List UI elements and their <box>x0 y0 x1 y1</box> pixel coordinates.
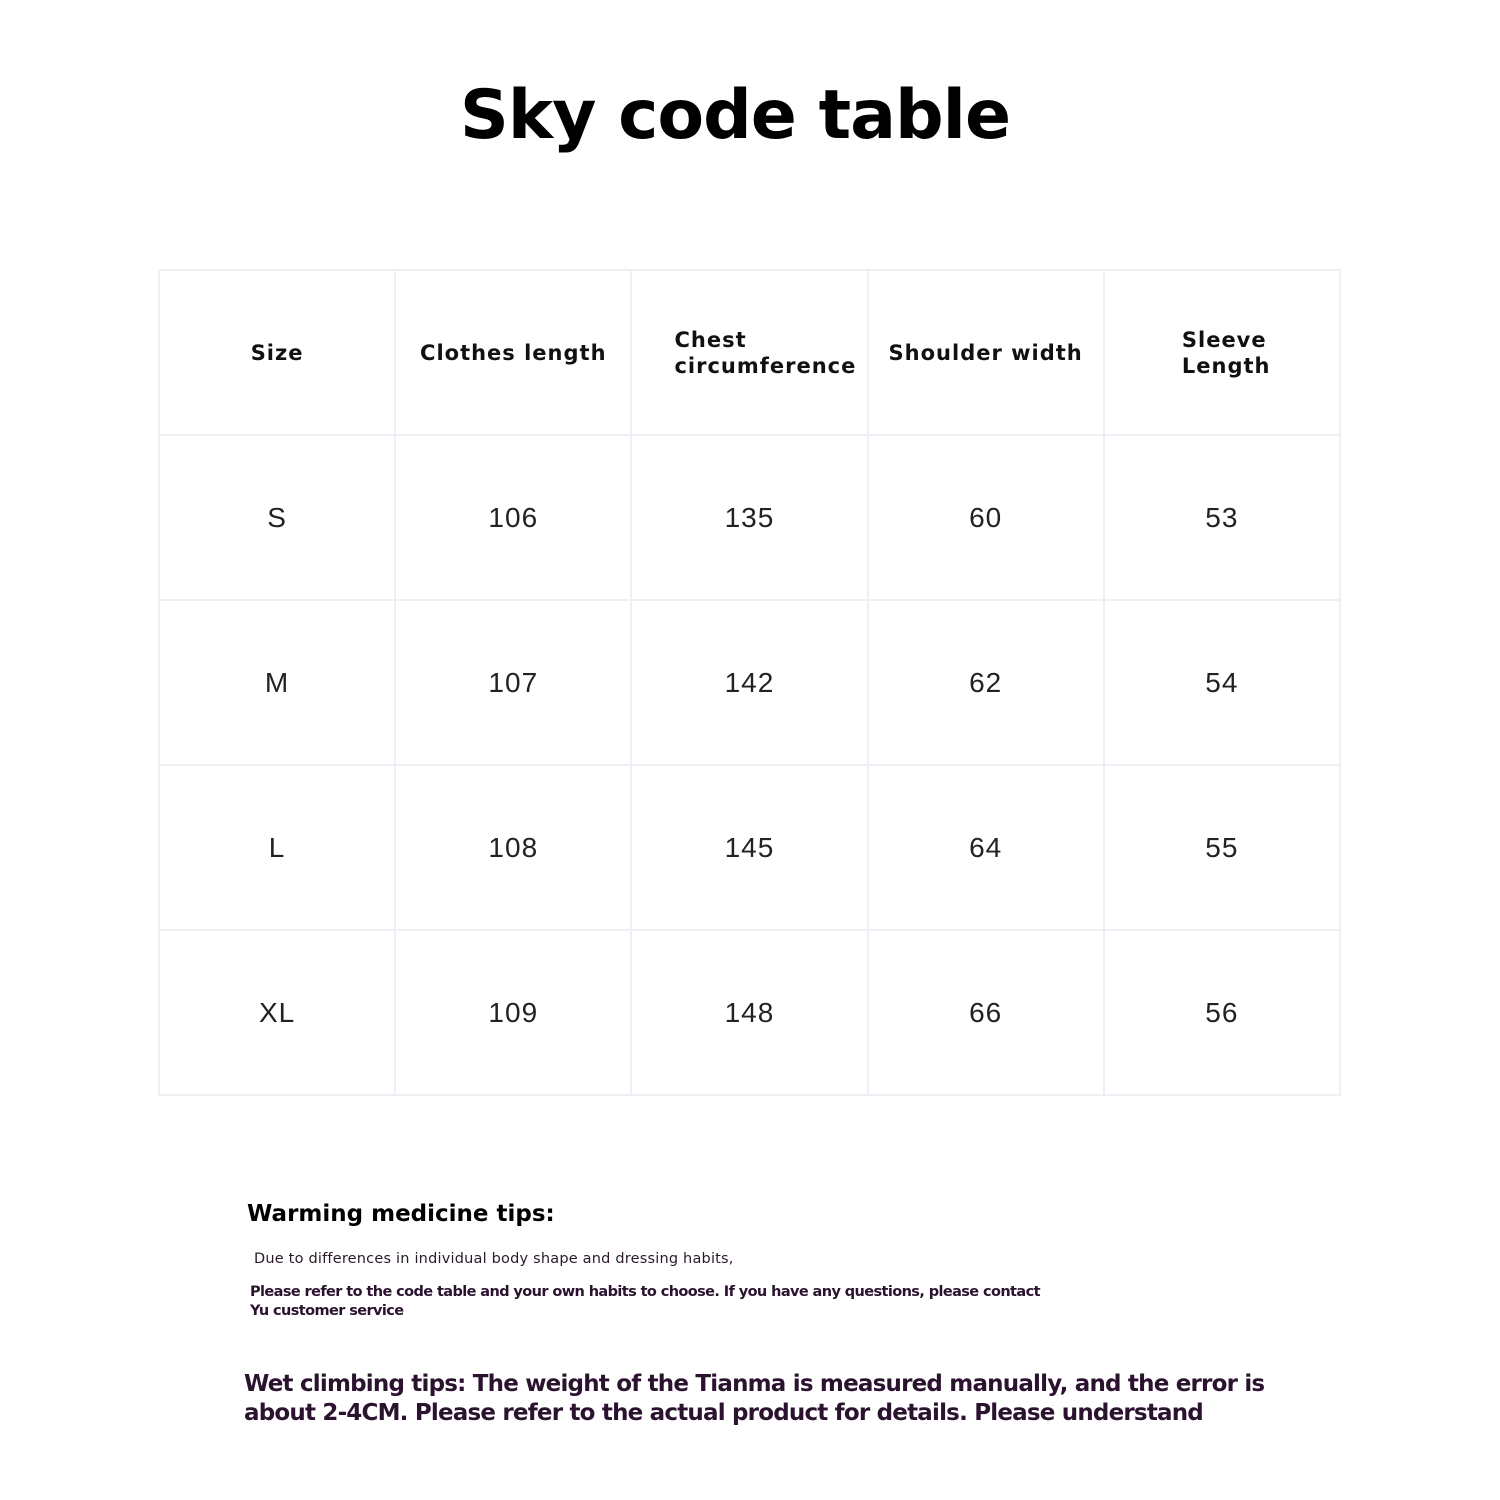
cell-chest: 148 <box>631 930 867 1095</box>
table-header-row <box>159 270 1340 435</box>
table-row <box>159 435 1340 600</box>
cell-clothes-length: 109 <box>395 930 631 1095</box>
table-row <box>159 600 1340 765</box>
header-size: Size <box>159 270 395 435</box>
tip-body-shape: Due to differences in individual body shape and dressing habits, <box>254 1251 734 1267</box>
cell-shoulder: 66 <box>868 930 1104 1095</box>
cell-sleeve: 56 <box>1104 930 1340 1095</box>
table-row <box>159 765 1340 930</box>
header-chest-label: Chest circumference <box>674 327 857 378</box>
cell-shoulder: 62 <box>868 600 1104 765</box>
cell-chest: 142 <box>631 600 867 765</box>
cell-sleeve: 54 <box>1104 600 1340 765</box>
cell-shoulder: 60 <box>868 435 1104 600</box>
cell-clothes-length: 108 <box>395 765 631 930</box>
header-shoulder-width: Shoulder width <box>868 270 1104 435</box>
wet-climbing-tip: Wet climbing tips: The weight of the Tianma is measured manually, and the error is about 2-4CM. Please refer to the actual product for details. Please understand <box>244 1371 1265 1426</box>
cell-sleeve: 55 <box>1104 765 1340 930</box>
page-title: Sky code table <box>459 76 1011 155</box>
header-chest-circumference <box>631 270 867 435</box>
cell-size: M <box>159 600 395 765</box>
header-sleeve-length <box>1104 270 1340 435</box>
tip-refer-code-table: Please refer to the code table and your own habits to choose. If you have any questions, please contact Yu customer service <box>250 1284 1040 1319</box>
cell-clothes-length: 107 <box>395 600 631 765</box>
table-row <box>159 930 1340 1095</box>
cell-clothes-length: 106 <box>395 435 631 600</box>
cell-chest: 145 <box>631 765 867 930</box>
cell-chest: 135 <box>631 435 867 600</box>
size-table <box>158 269 1341 1096</box>
cell-size: XL <box>159 930 395 1095</box>
cell-size: L <box>159 765 395 930</box>
header-clothes-length: Clothes length <box>395 270 631 435</box>
cell-shoulder: 64 <box>868 765 1104 930</box>
tips-heading: Warming medicine tips: <box>247 1201 555 1227</box>
header-sleeve-label: Sleeve Length <box>1181 327 1271 378</box>
cell-sleeve: 53 <box>1104 435 1340 600</box>
cell-size: S <box>159 435 395 600</box>
